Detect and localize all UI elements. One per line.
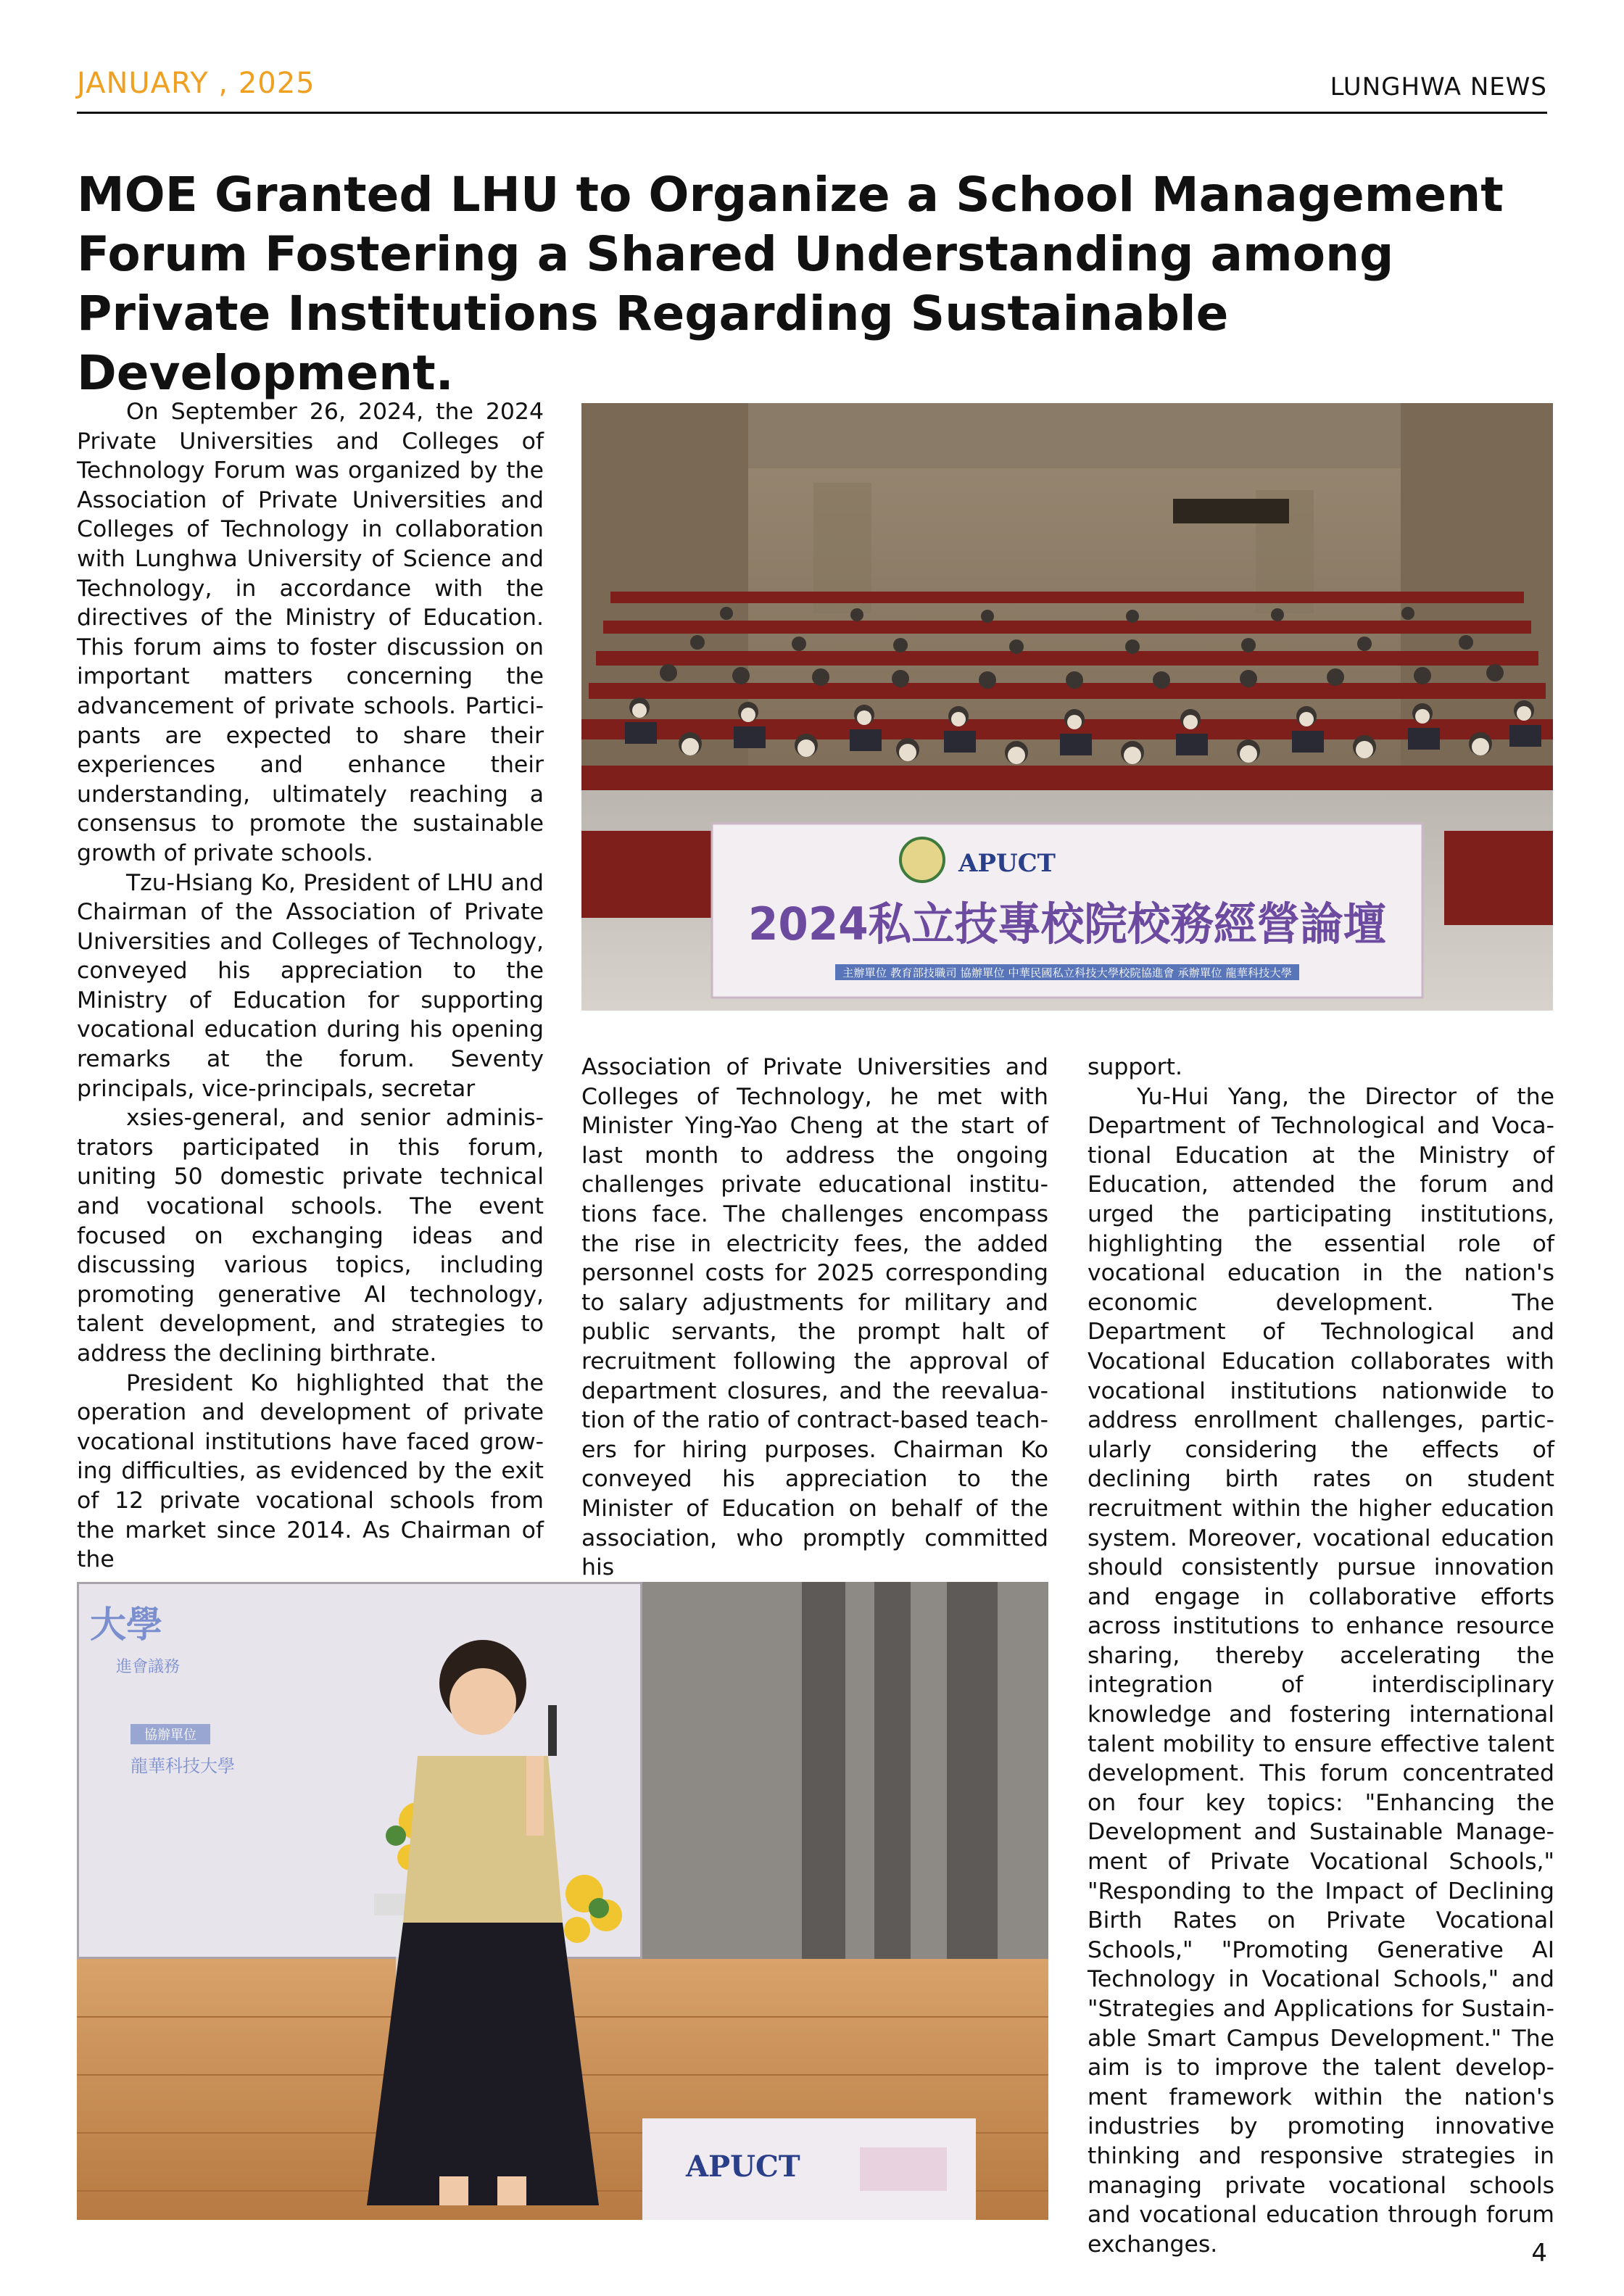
- photo2-banner-logo: APUCT: [686, 2150, 800, 2184]
- photo1-banner-title: 2024私立技專校院校務經營論壇: [748, 898, 1386, 950]
- paragraph: Tzu-Hsiang Ko, President of LHU and Chairman of the Association of Private Universities and Colleges of Technology, conveyed his appreciation to the Ministry of Education for supporting vocational education during his opening remarks at the forum. Seventy principals, vice-principals, secretar: [77, 869, 544, 1102]
- screen-text-4: 龍華科技大學: [130, 1756, 235, 1776]
- paragraph: On September 26, 2024, the 2024 Private Universities and Colleges of Technology Forum was organized by the Association of Private Universities and Colleges of Technology in collaboration with Lunghwa University of Science and Technology, in accordance with the directives of the Ministry of Education. This forum aims to foster discussion on important matters concerning the advancement of private schools. Participants are expected to share their experiences and enhance their understanding, ultimately reaching a consensus to promote the sustainable growth of private schools.: [77, 399, 544, 866]
- article-column-2: [581, 1053, 1048, 1583]
- paragraph: Association of Private Universities and Colleges of Technology, he met with Minister Ying-Yao Cheng at the start of last month to address the ongoing challenges private educational institutions face. The challenges encompass the rise in electricity fees, the added personnel costs for 2025 corresponding to salary adjustments for military and public servants, the prompt halt of recruitment following the approval of department closures, and the reevaluation of the ratio of contract-based teachers for hiring purposes. Chairman Ko conveyed his appreciation to the Minister of Education on behalf of the association, who promptly committed his: [581, 1054, 1048, 1581]
- photo1-banner-logo: APUCT: [958, 849, 1056, 878]
- forum-group-photo: [581, 403, 1553, 1011]
- issue-date: JANUARY , 2025: [77, 67, 315, 100]
- article-column-1: [77, 397, 544, 1575]
- article-column-3: [1088, 1053, 1554, 2259]
- paragraph: xsies-general, and senior administrators participated in this forum, uniting 50 domestic private technical and vocational schools. The event focused on exchanging ideas and discussing various topics, including promoting generative AI technology, talent development, and strategies to address the declining birthrate.: [77, 1105, 544, 1367]
- paragraph: support.: [1088, 1054, 1182, 1080]
- publication-name: LUNGHWA NEWS: [1330, 72, 1547, 101]
- screen-text-1: 大學: [90, 1604, 162, 1646]
- article-title: MOE Granted LHU to Organize a School Management Forum Fostering a Shared Understanding among Private Institutions Regarding Sustainable Development.: [77, 167, 1504, 401]
- page-number: 4: [1531, 2239, 1547, 2268]
- header-rule: [77, 112, 1547, 114]
- screen-text-2: 進會議務: [116, 1658, 181, 1676]
- paragraph: Yu-Hui Yang, the Director of the Department of Technological and Vocational Education at the Ministry of Education, attended the forum and urged the participating institutions, highlighting the essential role of vocational education in the nation's economic development. The Department of Technological and Vocational Education collaborates with vocational institutions nationwide to address enrollment challenges, particularly considering the effects of declining birth rates on student recruitment within the higher education system. Moreover, vocational education should consistently pursue innovation and engage in collaborative efforts across institutions to enhance resource sharing, thereby accelerating the integration of interdisciplinary knowledge and fostering international talent mobility to ensure effective talent development. This forum concentrated on four key topics: "Enhancing the Development and Sustainable Management of Private Vocational Schools," "Responding to the Impact of Declining Birth Rates on Private Vocational Schools," "Promoting Generative AI Technology in Vocational Schools," and "Strategies and Applications for Sustainable Smart Campus Development." The aim is to improve the talent development framework within the nation's industries by promoting innovative thinking and responsive strategies in managing private vocational schools and vocational education through forum exchanges.: [1088, 1083, 1554, 2258]
- screen-text-3: 協辦單位: [144, 1728, 196, 1743]
- photo1-banner-subline: 主辦單位 教育部技職司 協辦單位 中華民國私立科技大學校院協進會 承辦單位 龍華科技大學: [842, 966, 1292, 979]
- speaker-photo: [77, 1582, 1048, 2220]
- paragraph: President Ko highlighted that the operation and development of private vocational institutions have faced growing difficulties, as evidenced by the exit of 12 private vocational schools from the market since 2014. As Chairman of the: [77, 1369, 544, 1573]
